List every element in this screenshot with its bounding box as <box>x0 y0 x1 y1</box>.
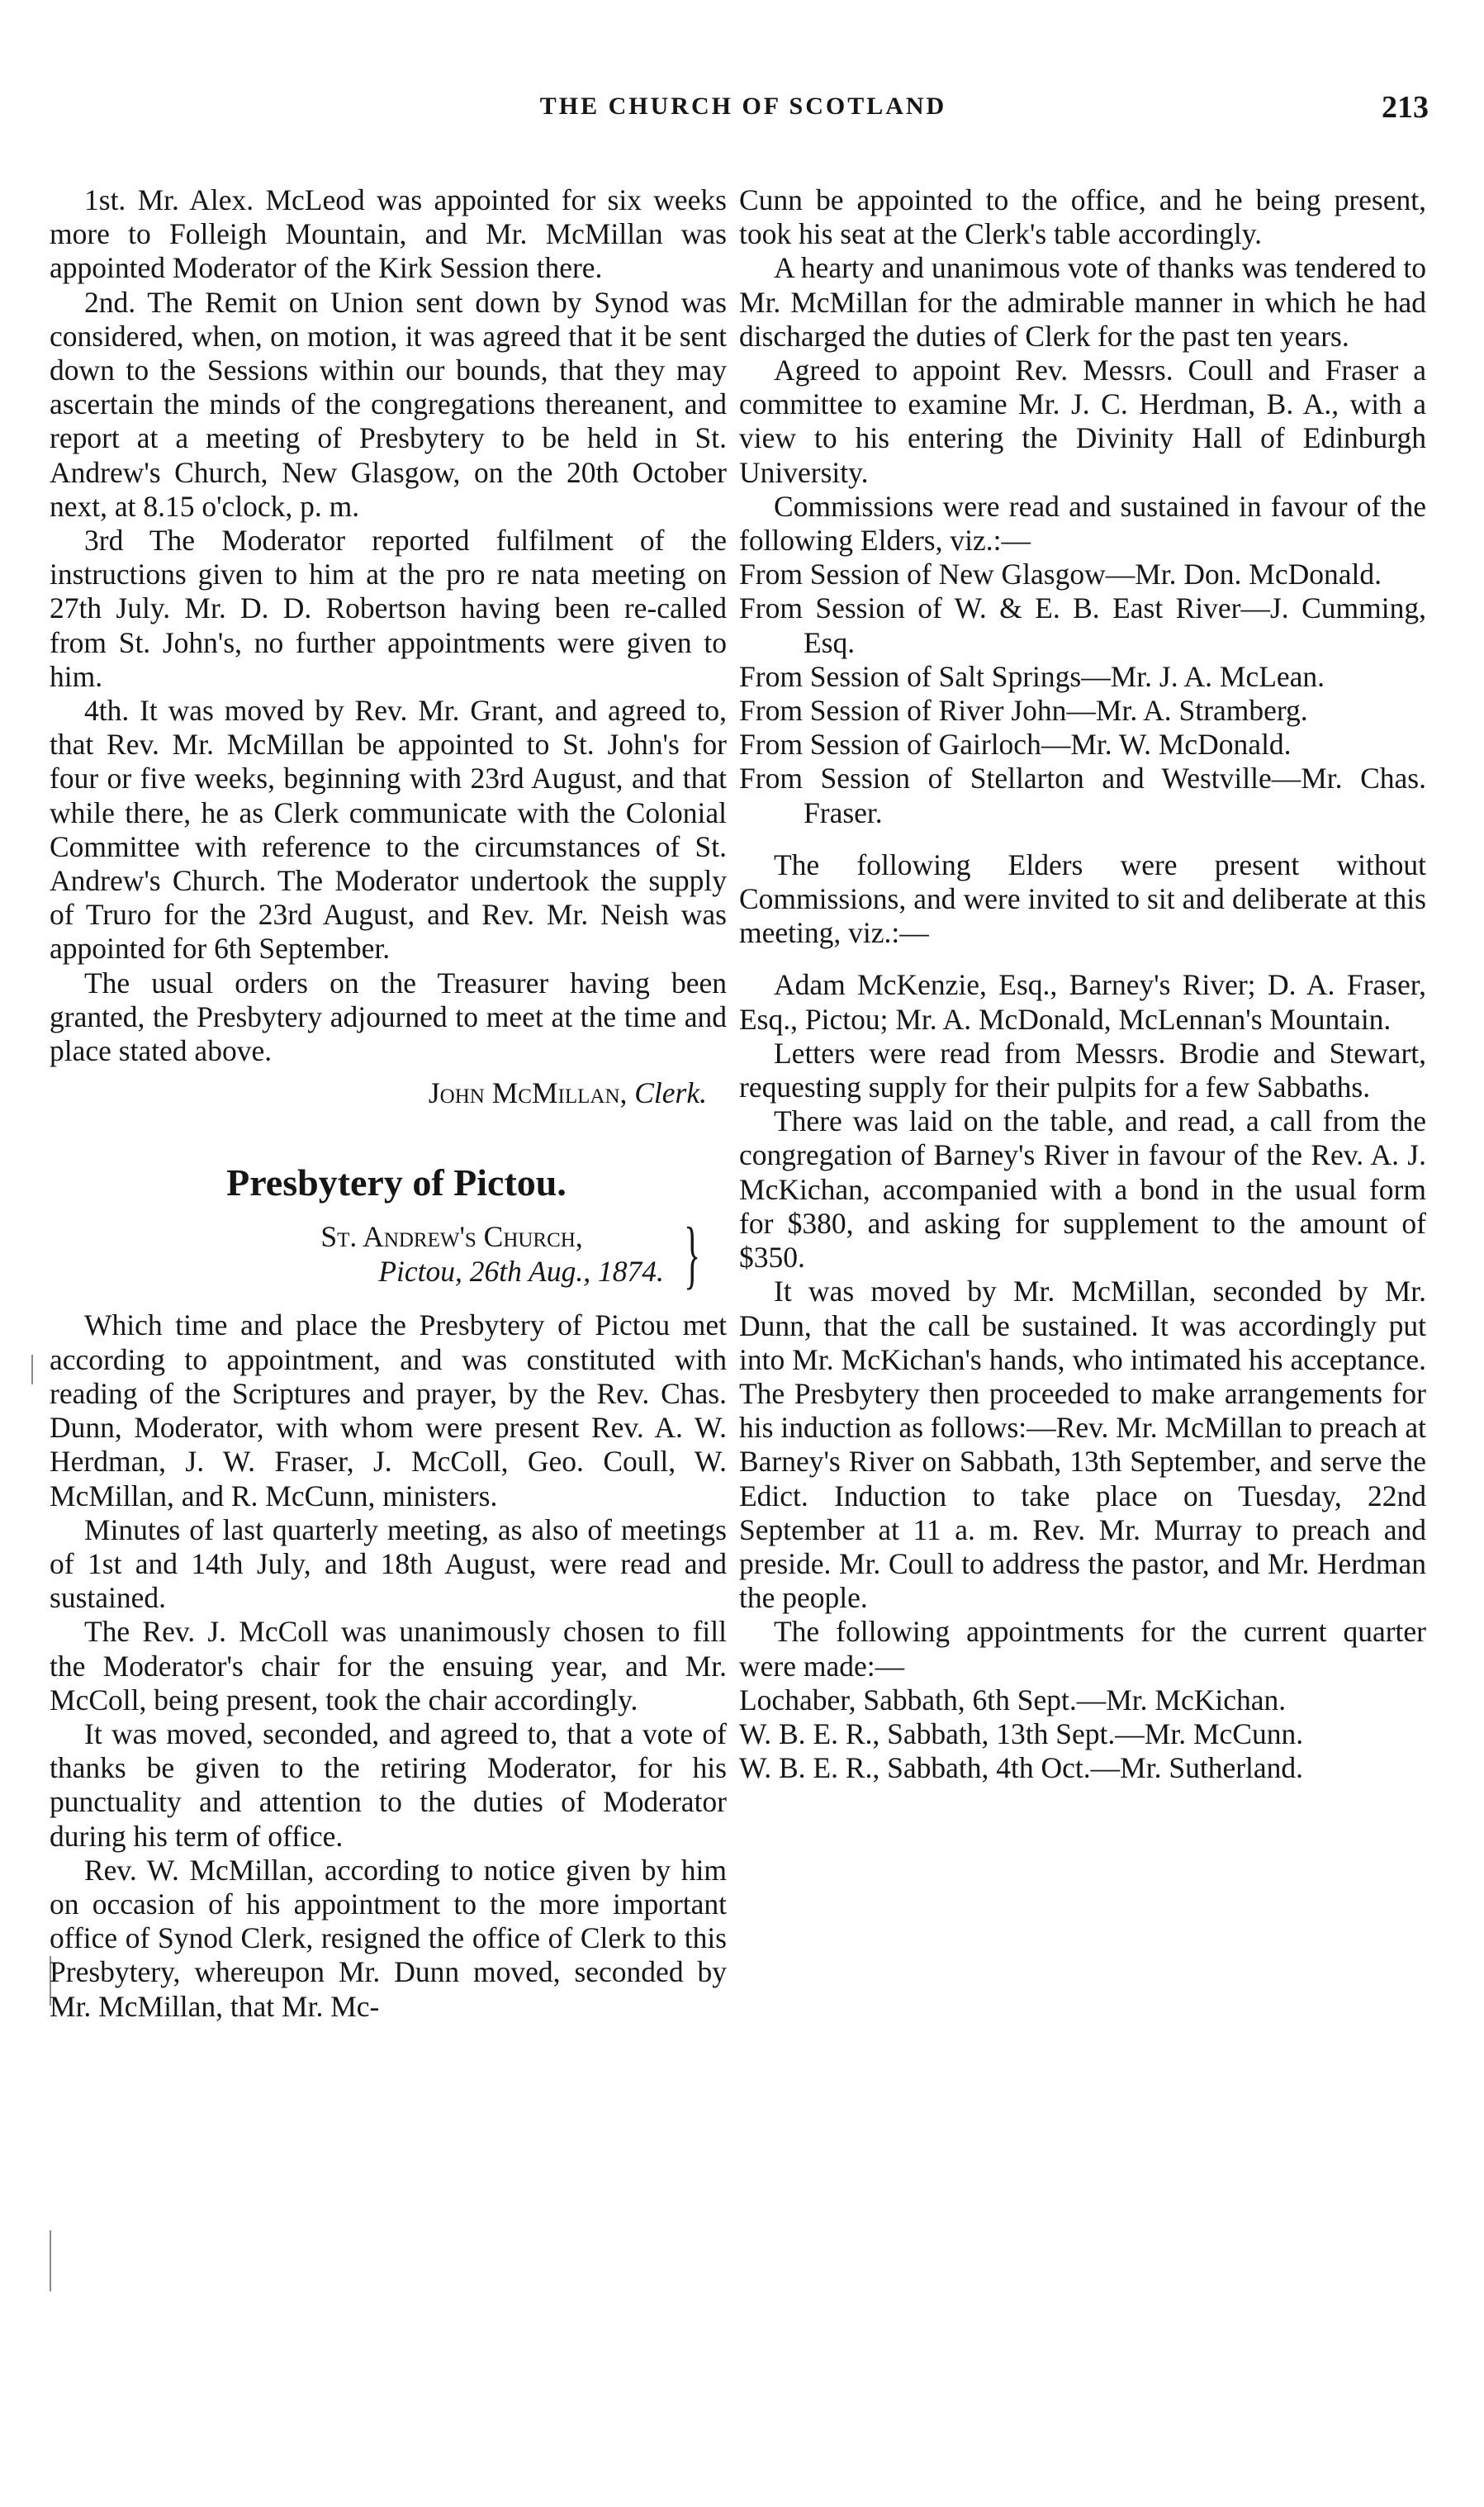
section-heading: Presbytery of Pictou. <box>226 1161 567 1204</box>
dateline-date: Pictou, 26th Aug., 1874. <box>378 1255 664 1289</box>
commission-entry: From Session of Salt Springs—Mr. J. A. McLean. <box>739 659 1325 693</box>
commission-entry: From Session of New Glasgow—Mr. Don. McDonald. <box>739 558 1382 591</box>
appointment-entry: W. B. E. R., Sabbath, 13th Sept.—Mr. McCunn. <box>739 1716 1304 1750</box>
paragraph: Cunn be appointed to the office, and he being present, took his seat at the Clerk's table accordingly. <box>739 183 1426 251</box>
paragraph: A hearty and unanimous vote of thanks was tendered to Mr. McMillan for the admirable manner in which he had discharged the duties of Clerk for the past ten years. <box>739 251 1426 353</box>
commission-entry: From Session of Stellarton and Westville—Mr. Chas. Fraser. <box>739 762 1426 829</box>
paragraph: The usual orders on the Treasurer having been granted, the Presbytery adjourned to meet at the time and place stated above. <box>50 966 727 1068</box>
page-header <box>58 90 1429 142</box>
right-column <box>739 183 1426 1785</box>
dateline <box>50 1212 710 1297</box>
paragraph: Commissions were read and sustained in favour of the following Elders, viz.:— <box>739 489 1426 558</box>
paragraph: Minutes of last quarterly meeting, as also of meetings of 1st and 14th July, and 18th August, were read and sustained. <box>50 1512 727 1615</box>
brace-glyph: } <box>683 1212 700 1297</box>
signature-name: John McMillan, <box>428 1076 628 1110</box>
paragraph: 3rd The Moderator reported fulfilment of the instructions given to him at the pro re nata meeting on 27th July. Mr. D. D. Robertson having been re-called from St. John's, no further appointments were given to him. <box>50 524 727 693</box>
paragraph: Letters were read from Messrs. Brodie and Stewart, requesting supply for their pulpits for a few Sabbaths. <box>739 1036 1426 1104</box>
paragraph: 2nd. The Remit on Union sent down by Synod was considered, when, on motion, it was agreed that it be sent down to the Sessions within our bounds, that they may ascertain the minds of the congregations thereanent, and report at a meeting of Presbytery to be held in St. Andrew's Church, New Glasgow, on the 20th October next, at 8.15 o'clock, p. m. <box>50 285 727 523</box>
commission-entry: From Session of River John—Mr. A. Stramberg. <box>739 694 1308 728</box>
paragraph: The following Elders were present without Commissions, and were invited to sit and deliberate at this meeting, viz.:— <box>739 848 1426 950</box>
appointment-entry: Lochaber, Sabbath, 6th Sept.—Mr. McKichan. <box>739 1683 1287 1716</box>
dateline-place: St. Andrew's Church, <box>320 1220 583 1254</box>
paragraph: The following appointments for the current quarter were made:— <box>739 1615 1426 1683</box>
paragraph: There was laid on the table, and read, a call from the congregation of Barney's River in favour of the Rev. A. J. McKichan, accompanied with a bond in the usual form for $380, and asking for supplement to the amount of $350. <box>739 1104 1426 1275</box>
margin-mark <box>50 2230 51 2291</box>
commission-entry: From Session of W. & E. B. East River—J. Cumming, Esq. <box>739 591 1426 659</box>
paragraph: It was moved, seconded, and agreed to, that a vote of thanks be given to the retiring Moderator, for his punctuality and attention to the duties of Moderator during his term of office. <box>50 1716 727 1853</box>
paragraph: The Rev. J. McColl was unanimously chosen to fill the Moderator's chair for the ensuing year, and Mr. McColl, being present, took the chair accordingly. <box>50 1615 727 1716</box>
paragraph: Which time and place the Presbytery of Pictou met according to appointment, and was constituted with reading of the Scriptures and prayer, by the Rev. Chas. Dunn, Moderator, with whom were present Rev. A. W. Herdman, J. W. Fraser, J. McColl, Geo. Coull, W. McMillan, and R. McCunn, ministers. <box>50 1308 727 1512</box>
paragraph: 4th. It was moved by Rev. Mr. Grant, and agreed to, that Rev. Mr. McMillan be appointed to St. John's for four or five weeks, beginning with 23rd August, and that while there, he as Clerk communicate with the Colonial Committee with reference to the circumstances of St. Andrew's Church. The Moderator undertook the supply of Truro for the 23rd August, and Rev. Mr. Neish was appointed for 6th September. <box>50 694 727 966</box>
paragraph: Agreed to appoint Rev. Messrs. Coull and Fraser a committee to examine Mr. J. C. Herdman, B. A., with a view to his entering the Divinity Hall of Edinburgh University. <box>739 354 1426 489</box>
paragraph: Adam McKenzie, Esq., Barney's River; D. A. Fraser, Esq., Pictou; Mr. A. McDonald, McLennan's Mountain. <box>739 968 1426 1036</box>
clerk-signature <box>50 1076 707 1110</box>
appointment-entry: W. B. E. R., Sabbath, 4th Oct.—Mr. Sutherland. <box>739 1751 1304 1785</box>
commission-entry: From Session of Gairloch—Mr. W. McDonald. <box>739 728 1292 762</box>
margin-mark <box>31 1355 33 1384</box>
signature-role: Clerk. <box>634 1076 707 1110</box>
left-column <box>50 183 727 2024</box>
running-title: THE CHURCH OF SCOTLAND <box>539 93 947 120</box>
paragraph: 1st. Mr. Alex. McLeod was appointed for six weeks more to Folleigh Mountain, and Mr. McMillan was appointed Moderator of the Kirk Session there. <box>50 183 727 285</box>
page-number: 213 <box>1382 90 1429 125</box>
paragraph: It was moved by Mr. McMillan, seconded by Mr. Dunn, that the call be sustained. It was accordingly put into Mr. McKichan's hands, who intimated his acceptance. The Presbytery then proceeded to make arrangements for his induction as follows:—Rev. Mr. McMillan to preach at Barney's River on Sabbath, 13th September, and serve the Edict. Induction to take place on Tuesday, 22nd September at 11 a. m. Rev. Mr. Murray to preach and preside. Mr. Coull to address the pastor, and Mr. Herdman the people. <box>739 1275 1426 1615</box>
paragraph: Rev. W. McMillan, according to notice given by him on occasion of his appointment to the more important office of Synod Clerk, resigned the office of Clerk to this Presbytery, whereupon Mr. Dunn moved, seconded by Mr. McMillan, that Mr. Mc- <box>50 1853 727 2023</box>
